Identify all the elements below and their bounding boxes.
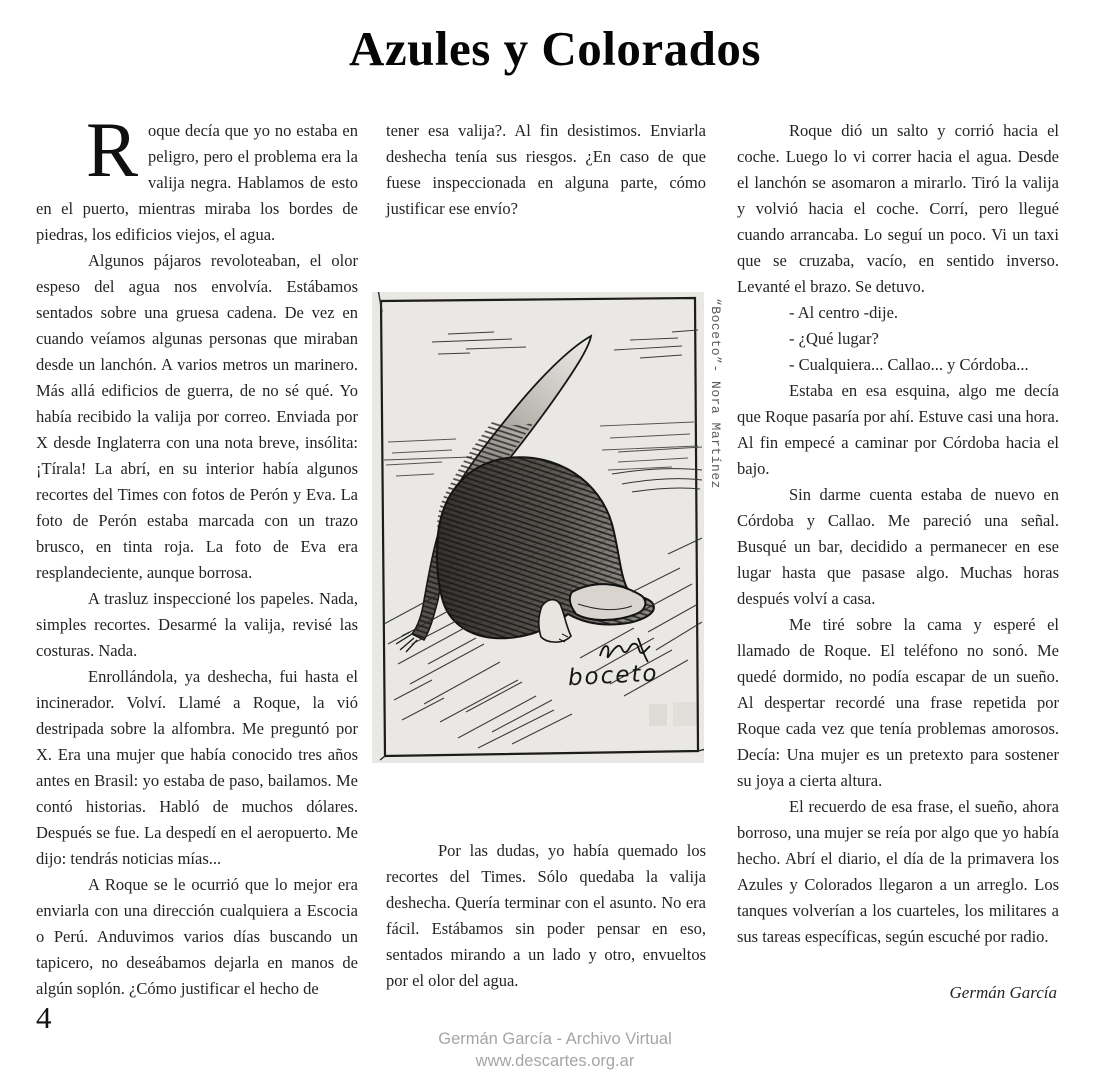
paragraph: Me tiré sobre la cama y esperé el llamado de Roque. El teléfono no sonó. Me quedé dormido, no podía escapar de un sueño. Al despertar recordé una frase repetida por Roque cada vez que tenía problemas amorosos. Decía: Una mujer es un pretexto para sostener su joya a cierta altura. [737,615,1059,790]
text-column-1 [36,106,358,1002]
dialogue-line: - ¿Qué lugar? [789,329,879,348]
paragraph: A Roque se le ocurrió que lo mejor era enviarla con una dirección cualquiera a Escocia o Perú. Anduvimos varios días buscando un tapicero, no deseábamos dejarla en manos de algún soplón. ¿Cómo justificar el hecho de [36,875,358,998]
illustration-caption: “Boceto”- Nora Martínez [708,298,723,489]
scan-smudge [649,704,667,726]
illustration-sketch [372,292,704,763]
paragraph: A trasluz inspeccioné los papeles. Nada, simples recortes. Desarmé la valija, revisé las costuras. Nada. [36,589,358,660]
paragraph: Enrollándola, ya deshecha, fui hasta el incinerador. Volví. Llamé a Roque, la vió destripada sobre la alfombra. Me preguntó por X. Era una mujer que había conocido tres años antes en Brasil: yo estaba de paso, bailamos. Me contó historias. Habló de muchos dólares. Después se fue. La despedí en el aeropuerto. Me dijo: tendrás noticias mías... [36,667,358,868]
paragraph: Estaba en esa esquina, algo me decía que Roque pasaría por ahí. Estuve casi una hora. Al fin empecé a caminar por Córdoba hacia el bajo. [737,381,1059,478]
sketch-drawing [372,292,704,763]
paragraph: Roque dió un salto y corrió hacia el coche. Luego lo vi correr hacia el agua. Desde el lanchón se asomaron a mirarlo. Tiró la valija y volvió hacia el coche. Corrí, pero llegué cuando arrancaba. Lo seguí un poco. Vi un taxi que se cruzaba, vacío, en sentido inverso. Levanté el brazo. Se detuvo. [737,121,1059,296]
footer-url: www.descartes.org.ar [475,1052,635,1070]
text-column-3 [737,118,1059,1006]
author-signature: Germán García [949,983,1057,1002]
paragraph: tener esa valija?. Al fin desistimos. Enviarla deshecha tenía sus riesgos. ¿En caso de que fuese inspeccionada en alguna parte, cómo justificar ese envío? [386,121,706,218]
paragraph-text: oque decía que yo no estaba en peligro, pero el problema era la valija negra. Hablamos de esto en el puerto, mientras miraba los bordes de piedras, los edificios viejos, el agua. [36,121,358,244]
dialogue-line: - Cualquiera... Callao... y Córdoba... [789,355,1029,374]
page-number: 4 [36,1000,52,1035]
page-footer [0,1028,1110,1072]
paragraph: Por las dudas, yo había quemado los recortes del Times. Sólo quedaba la valija deshecha. Quería terminar con el asunto. No era fácil. Estábamos sin poder pensar en eso, sentados mirando a un lado y otro, envueltos por el olor del agua. [386,841,706,990]
page-title: Azules y Colorados [349,21,761,76]
paragraph-dropcap [36,106,358,248]
paragraph: El recuerdo de esa frase, el sueño, ahora borroso, una mujer se reía por algo que yo había hecho. Abrí el diario, el día de la primavera los Azules y Colorados llegaron a un arreglo. Los tanques volverían a los cuarteles, los militares a sus tareas específicas, según escuché por radio. [737,797,1059,946]
drop-cap: R [86,106,139,193]
footer-credit: Germán García - Archivo Virtual [438,1030,672,1048]
dialogue-line: - Al centro -dije. [789,303,899,322]
text-column-2 [386,118,706,222]
paragraph: Algunos pájaros revoloteaban, el olor espeso del agua nos envolvía. Estábamos sentados sobre una gruesa cadena. De vez en cuando veíamos algunas personas que miraban desde un lanchón. A varios metros un marinero. Más allá edificios de guerra, de no sé qué. Yo había recibido la valija por correo. Enviada por X desde Inglaterra con una nota breve, insólita: ¡Tírala! La abrí, en su interior había algunos recortes del Times con fotos de Perón y Eva. La foto de Perón estaba marcada con un trazo brusco, en tinta roja. La foto de Eva era resplandeciente, aunque borrosa. [36,251,358,582]
scan-smudge [673,702,699,726]
handwritten-label: boceto [567,660,660,692]
text-column-2-bottom [386,838,706,994]
paragraph: Sin darme cuenta estaba de nuevo en Córdoba y Callao. Me pareció una señal. Busqué un bar, decidido a permanecer en ese lugar hasta que pasase algo. Muchas horas después volví a casa. [737,485,1059,608]
